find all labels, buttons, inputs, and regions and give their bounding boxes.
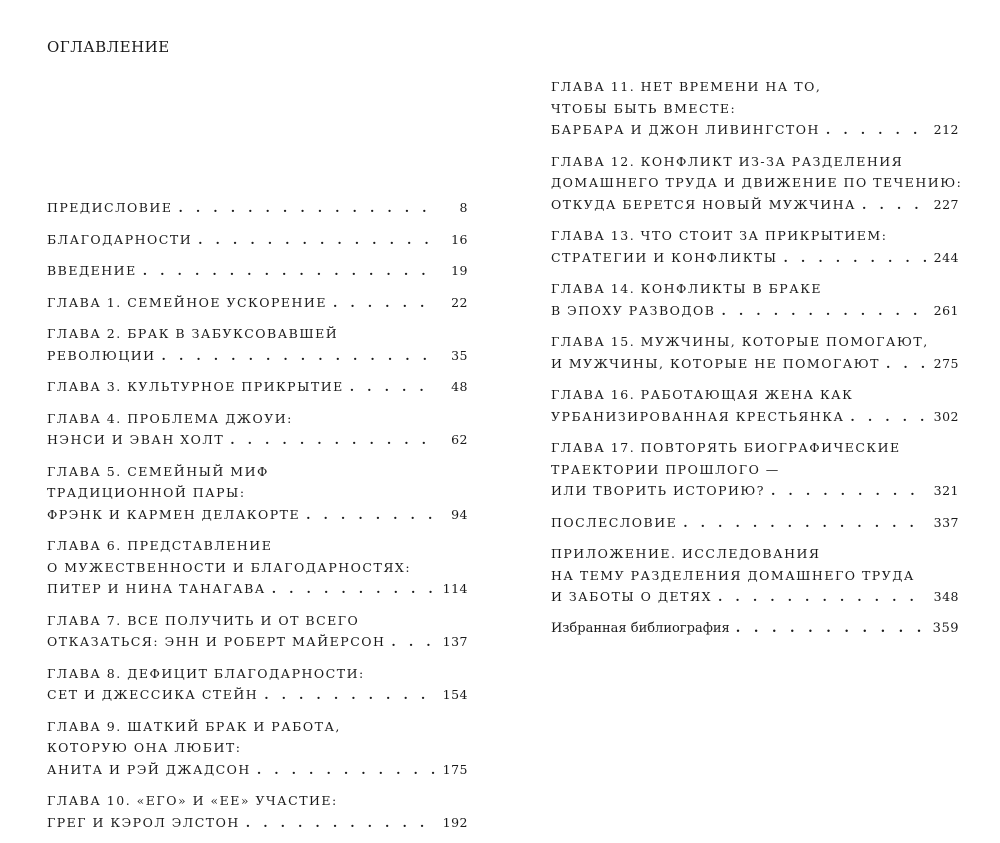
toc-entry-title: БЛАГОДАРНОСТИ [47, 231, 193, 247]
toc-entry-title: УРБАНИЗИРОВАННАЯ КРЕСТЬЯНКА [551, 408, 845, 424]
toc-entry-title: БАРБАРА И ДЖОН ЛИВИНГСТОН [551, 122, 820, 137]
toc-entry[interactable] [47, 260, 468, 282]
toc-entry-title: АНИТА И РЭЙ ДЖАДСОН [47, 761, 251, 777]
toc-entry-title: ГЛАВА 4. ПРОБЛЕМА ДЖОУИ: [47, 410, 293, 426]
toc-entry-title: ГРЕГ И КЭРОЛ ЭЛСТОН [47, 814, 240, 830]
dot-leader [826, 119, 926, 141]
dot-leader [143, 260, 436, 282]
toc-entry-line [551, 565, 959, 587]
toc-page-number: 137 [442, 634, 468, 649]
dot-leader [771, 480, 926, 502]
toc-page-number: 227 [933, 196, 959, 212]
toc-page-number: 321 [933, 483, 959, 498]
toc-entry-line [47, 376, 468, 398]
toc-entry-title: ГЛАВА 5. СЕМЕЙНЫЙ МИФ [47, 463, 269, 479]
dot-leader [264, 684, 434, 706]
dot-leader [850, 406, 925, 428]
toc-entry-title: ИЛИ ТВОРИТЬ ИСТОРИЮ? [551, 483, 766, 498]
toc-entry-line [47, 535, 468, 557]
dot-leader [162, 345, 436, 367]
toc-entry-title: СТРАТЕГИИ И КОНФЛИКТЫ [551, 249, 778, 265]
toc-entry-line [47, 461, 468, 483]
toc-entry-line [551, 119, 959, 141]
toc-entry[interactable] [551, 384, 959, 427]
toc-entry-line [551, 543, 959, 565]
toc-entry-line [47, 482, 468, 504]
dot-leader [718, 586, 926, 608]
toc-entry-line [47, 737, 468, 759]
toc-entry-title: ГЛАВА 15. МУЖЧИНЫ, КОТОРЫЕ ПОМОГАЮТ, [551, 334, 929, 349]
toc-page-number: 94 [451, 506, 468, 522]
dot-leader [306, 504, 436, 526]
toc-entry-line [551, 76, 959, 98]
toc-entry-title: В ЭПОХУ РАЗВОДОВ [551, 302, 716, 318]
toc-page-number: 212 [933, 122, 959, 137]
toc-page-number: 48 [451, 379, 468, 394]
dot-leader [257, 759, 435, 781]
toc-entry-title: ГЛАВА 2. БРАК В ЗАБУКСОВАВШЕЙ [47, 326, 339, 341]
toc-page-number: 35 [451, 347, 468, 363]
toc-left-column [47, 197, 468, 843]
toc-entry-title: ГЛАВА 16. РАБОТАЮЩАЯ ЖЕНА КАК [551, 387, 854, 402]
toc-entry-line [551, 172, 963, 194]
toc-entry-line [551, 331, 959, 353]
toc-entry-title: ВВЕДЕНИЕ [47, 263, 137, 278]
toc-heading: ОГЛАВЛЕНИЕ [47, 38, 170, 56]
toc-entry[interactable] [47, 376, 468, 398]
toc-entry-line [47, 292, 468, 314]
toc-page-number: 175 [442, 761, 468, 777]
toc-entry-title: ГЛАВА 1. СЕМЕЙНОЕ УСКОРЕНИЕ [47, 294, 327, 310]
toc-entry-title: ДОМАШНЕГО ТРУДА И ДВИЖЕНИЕ ПО ТЕЧЕНИЮ: [551, 175, 963, 190]
toc-entry-title: ГЛАВА 14. КОНФЛИКТЫ В БРАКЕ [551, 281, 822, 296]
toc-entry-title: ПРИЛОЖЕНИЕ. ИССЛЕДОВАНИЯ [551, 546, 821, 561]
toc-entry[interactable] [551, 512, 959, 534]
toc-entry[interactable] [47, 610, 468, 653]
toc-entry-line [47, 610, 468, 632]
toc-page-number: 261 [933, 302, 959, 318]
toc-entry[interactable] [551, 76, 959, 141]
toc-entry-line [47, 197, 468, 219]
toc-page-number: 19 [451, 263, 468, 278]
toc-entry[interactable] [47, 408, 468, 451]
toc-entry-title: ГЛАВА 17. ПОВТОРЯТЬ БИОГРАФИЧЕСКИЕ [551, 440, 901, 455]
toc-entry-line [47, 229, 468, 251]
toc-entry[interactable] [47, 535, 468, 600]
toc-entry-title: ОТКУДА БЕРЕТСЯ НОВЫЙ МУЖЧИНА [551, 196, 857, 212]
toc-entry-line [47, 408, 468, 430]
dot-leader [391, 631, 434, 653]
dot-leader [784, 247, 926, 269]
toc-entry-title: И МУЖЧИНЫ, КОТОРЫЕ НЕ ПОМОГАЮТ [551, 355, 880, 371]
toc-entry-line [47, 631, 468, 653]
toc-entry-line [551, 512, 959, 534]
toc-entry-line [551, 480, 959, 502]
dot-leader [272, 578, 435, 600]
toc-entry-line [551, 437, 959, 459]
toc-entry-line [47, 790, 468, 812]
toc-entry-title: РЕВОЛЮЦИИ [47, 347, 156, 363]
toc-entry-title: ГЛАВА 6. ПРЕДСТАВЛЕНИЕ [47, 538, 273, 553]
toc-entry-line [47, 663, 468, 685]
toc-page-number: 275 [933, 355, 959, 371]
toc-entry-line [47, 578, 468, 600]
toc-page-number: 16 [451, 231, 468, 247]
toc-entry[interactable] [551, 437, 959, 502]
dot-leader [333, 292, 436, 314]
toc-entry-title: ПРЕДИСЛОВИЕ [47, 200, 173, 215]
dot-leader [198, 229, 436, 251]
toc-entry-title: ГЛАВА 13. ЧТО СТОИТ ЗА ПРИКРЫТИЕМ: [551, 228, 888, 243]
toc-entry-title: НА ТЕМУ РАЗДЕЛЕНИЯ ДОМАШНЕГО ТРУДА [551, 567, 915, 583]
dot-leader [886, 353, 926, 375]
toc-entry-line [551, 618, 959, 640]
toc-entry[interactable] [551, 151, 963, 216]
toc-entry[interactable] [47, 197, 468, 219]
toc-entry-line [551, 194, 959, 216]
toc-entry-title: ПИТЕР И НИНА ТАНАГАВА [47, 581, 266, 596]
toc-entry-title: ФРЭНК И КАРМЕН ДЕЛАКОРТЕ [47, 506, 301, 522]
toc-entry-line [551, 586, 959, 608]
dot-leader [683, 512, 925, 534]
toc-entry-line [551, 98, 959, 120]
toc-entry-line [551, 151, 959, 173]
toc-entry-line [551, 300, 959, 322]
toc-entry[interactable] [551, 225, 959, 268]
toc-entry[interactable] [47, 323, 468, 366]
dot-leader [230, 429, 436, 451]
toc-page-number: 62 [451, 432, 468, 447]
toc-entry[interactable] [47, 716, 468, 781]
toc-entry-title: СЕТ И ДЖЕССИКА СТЕЙН [47, 687, 259, 702]
toc-entry-title: О МУЖЕСТВЕННОСТИ И БЛАГОДАРНОСТЯХ: [47, 559, 412, 575]
dot-leader [350, 376, 436, 398]
toc-entry-title: ЧТОБЫ БЫТЬ ВМЕСТЕ: [551, 100, 737, 116]
toc-right-column [551, 76, 963, 649]
toc-entry-title: ПОСЛЕСЛОВИЕ [551, 514, 678, 530]
toc-page-number: 348 [933, 589, 959, 604]
toc-entry-title: КОТОРУЮ ОНА ЛЮБИТ: [47, 740, 242, 755]
toc-page-number: 114 [442, 581, 468, 596]
toc-entry-line [47, 260, 468, 282]
toc-entry-title: ГЛАВА 8. ДЕФИЦИТ БЛАГОДАРНОСТИ: [47, 665, 365, 681]
toc-entry[interactable] [551, 543, 959, 608]
toc-page-number: 337 [933, 514, 959, 530]
toc-entry[interactable] [47, 229, 468, 251]
toc-entry[interactable] [47, 461, 468, 526]
toc-entry[interactable] [47, 663, 468, 706]
toc-entry[interactable] [47, 292, 468, 314]
toc-entry[interactable] [47, 790, 468, 833]
toc-entry-title: И ЗАБОТЫ О ДЕТЯХ [551, 589, 713, 604]
toc-entry-title: ГЛАВА 7. ВСЕ ПОЛУЧИТЬ И ОТ ВСЕГО [47, 612, 360, 628]
toc-entry[interactable] [551, 331, 959, 374]
dot-leader [178, 197, 436, 219]
toc-entry-line [47, 684, 468, 706]
toc-entry-line [551, 247, 959, 269]
toc-entry-title: Избранная библиография [551, 620, 730, 636]
toc-entry-title: ОТКАЗАТЬСЯ: ЭНН И РОБЕРТ МАЙЕРСОН [47, 634, 386, 649]
toc-entry-line [47, 557, 468, 579]
toc-entry-line [47, 429, 468, 451]
toc-page-number: 22 [451, 294, 468, 310]
toc-page-number: 8 [459, 200, 468, 215]
toc-entry-title: ТРАЕКТОРИИ ПРОШЛОГО — [551, 461, 780, 477]
toc-entry-line [47, 504, 468, 526]
toc-entry-title: НЭНСИ И ЭВАН ХОЛТ [47, 432, 225, 447]
toc-page-number: 154 [442, 687, 468, 702]
toc-entry-line [551, 278, 959, 300]
toc-entry-title: ГЛАВА 11. НЕТ ВРЕМЕНИ НА ТО, [551, 79, 822, 94]
dot-leader [862, 194, 926, 216]
toc-entry-line [551, 459, 959, 481]
toc-entry-line [47, 759, 468, 781]
toc-entry-line [551, 406, 959, 428]
toc-entry-title: ГЛАВА 12. КОНФЛИКТ ИЗ-ЗА РАЗДЕЛЕНИЯ [551, 153, 904, 169]
toc-entry-title: ГЛАВА 10. «ЕГО» И «ЕЕ» УЧАСТИЕ: [47, 793, 338, 808]
toc-entry-line [47, 323, 468, 345]
toc-entry[interactable] [551, 278, 959, 321]
toc-entry-line [551, 384, 959, 406]
toc-entry-line [551, 353, 959, 375]
dot-leader [736, 618, 925, 640]
toc-entry-title: ГЛАВА 9. ШАТКИЙ БРАК И РАБОТА, [47, 718, 341, 734]
toc-entry-line [47, 345, 468, 367]
toc-entry-title: ГЛАВА 3. КУЛЬТУРНОЕ ПРИКРЫТИЕ [47, 379, 344, 394]
toc-entry[interactable] [551, 618, 959, 640]
toc-page-number: 302 [933, 408, 959, 424]
dot-leader [721, 300, 925, 322]
toc-page-number: 244 [933, 249, 959, 265]
toc-entry-line [47, 716, 468, 738]
toc-page-number: 192 [442, 814, 468, 830]
toc-page-number: 359 [932, 620, 959, 636]
toc-entry-line [551, 225, 959, 247]
toc-entry-title: ТРАДИЦИОННОЙ ПАРЫ: [47, 485, 246, 500]
